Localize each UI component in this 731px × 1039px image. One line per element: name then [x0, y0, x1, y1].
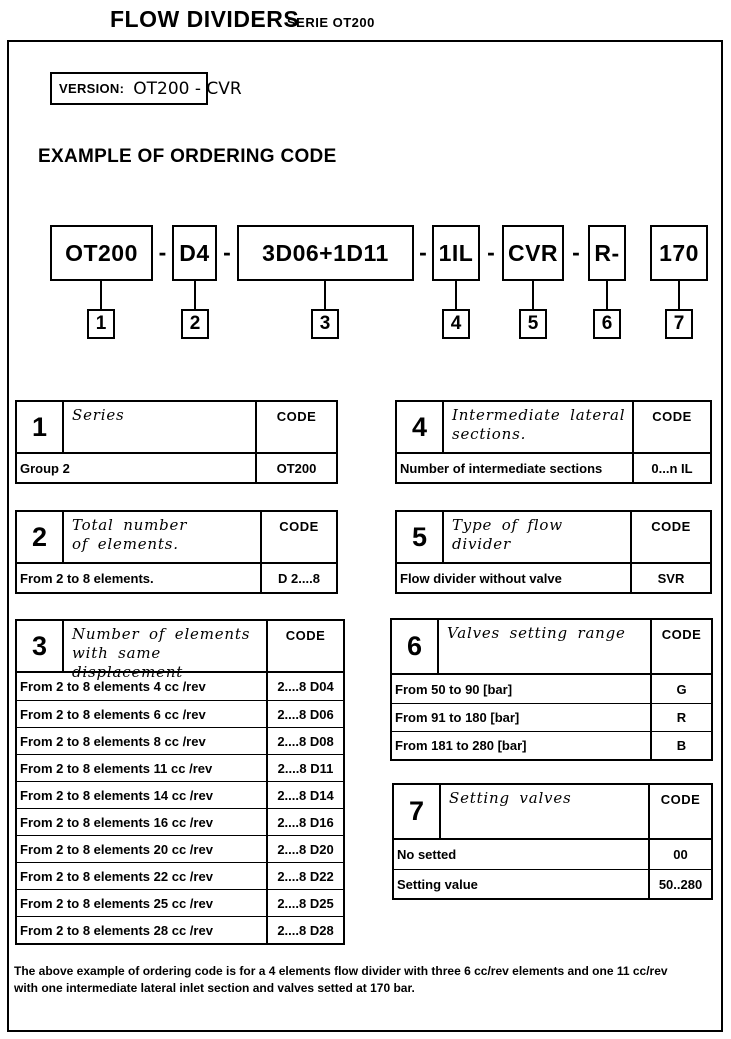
table-title: Series	[72, 406, 125, 424]
row-code: R	[650, 704, 711, 731]
row-label: Setting value	[397, 876, 478, 892]
segment-number-2: 2	[181, 309, 209, 339]
table-number: 6	[392, 620, 439, 673]
table-row	[392, 675, 711, 703]
code-segment-type: CVR	[502, 225, 564, 281]
code-separator: -	[572, 239, 580, 265]
code-column-header: CODE	[632, 402, 710, 452]
table-row	[17, 835, 343, 862]
connector-line	[455, 281, 457, 309]
row-label: From 2 to 8 elements 8 cc /rev	[20, 733, 206, 749]
row-code: 2....8 D20	[266, 836, 343, 862]
row-code: 2....8 D14	[266, 782, 343, 808]
table-header	[394, 785, 711, 840]
connector-line	[606, 281, 608, 309]
row-code: 2....8 D11	[266, 755, 343, 781]
table-divider-type	[395, 510, 712, 594]
row-code: SVR	[630, 564, 710, 592]
table-row	[392, 703, 711, 731]
row-label: No setted	[397, 847, 457, 862]
row-label: From 2 to 8 elements 20 cc /rev	[20, 841, 213, 857]
segment-number-7: 7	[665, 309, 693, 339]
code-column-header: CODE	[630, 512, 710, 562]
row-label: From 2 to 8 elements.	[20, 570, 154, 586]
code-separator: -	[223, 239, 231, 265]
code-column-header: CODE	[255, 402, 336, 452]
table-number: 4	[397, 402, 444, 452]
row-code: 0...n IL	[632, 454, 710, 482]
code-separator: -	[158, 239, 167, 265]
table-title: Type of flow divider	[452, 516, 563, 553]
row-code: 2....8 D25	[266, 890, 343, 916]
row-label: From 2 to 8 elements 11 cc /rev	[20, 760, 213, 776]
segment-number-6: 6	[593, 309, 621, 339]
table-row	[17, 862, 343, 889]
code-separator: -	[419, 239, 427, 265]
footnote	[14, 963, 720, 996]
row-code: 50..280	[648, 870, 711, 898]
table-row	[397, 564, 710, 592]
row-label: From 181 to 280 [bar]	[395, 738, 527, 753]
table-header	[397, 402, 710, 454]
row-label: From 50 to 90 [bar]	[395, 681, 513, 697]
table-row	[17, 700, 343, 727]
row-code: 2....8 D06	[266, 701, 343, 727]
table-row	[397, 454, 710, 482]
row-label: Number of intermediate sections	[400, 460, 603, 476]
segment-number-1: 1	[87, 309, 115, 339]
row-code: D 2....8	[260, 564, 336, 592]
row-label: Flow divider without valve	[400, 570, 562, 586]
table-header	[397, 512, 710, 564]
code-segment-series: OT200	[50, 225, 153, 281]
segment-number-4: 4	[442, 309, 470, 339]
code-column-header: CODE	[260, 512, 336, 562]
table-intermediate-sections	[395, 400, 712, 484]
connector-line	[100, 281, 102, 309]
table-row	[17, 754, 343, 781]
table-title: Intermediate lateral sections.	[452, 406, 626, 443]
code-column-header: CODE	[650, 620, 711, 673]
table-row	[394, 869, 711, 898]
table-title: Number of elements with same displacement	[72, 625, 251, 681]
footnote-line-2: with one intermediate lateral inlet section and valves setted at 170 bar.	[14, 980, 415, 995]
version-label: VERSION:	[59, 81, 125, 96]
table-row	[17, 727, 343, 754]
segment-number-5: 5	[519, 309, 547, 339]
table-number: 3	[17, 621, 64, 671]
row-label: From 2 to 8 elements 4 cc /rev	[20, 679, 206, 694]
code-separator: -	[487, 239, 495, 265]
row-code: G	[650, 675, 711, 703]
table-row	[17, 808, 343, 835]
table-number: 5	[397, 512, 444, 562]
row-label: Group 2	[20, 460, 70, 476]
connector-line	[324, 281, 326, 309]
table-header	[17, 402, 336, 454]
table-setting-valves	[392, 783, 713, 900]
table-header	[17, 621, 343, 681]
table-row	[394, 840, 711, 869]
version-value: OT200 - CVR	[133, 78, 242, 99]
code-segment-setting: 170	[650, 225, 708, 281]
row-code: 2....8 D04	[266, 673, 343, 700]
row-label: From 2 to 8 elements 14 cc /rev	[20, 787, 213, 803]
code-segment-intermediate: 1IL	[432, 225, 480, 281]
table-header	[392, 620, 711, 675]
table-row	[392, 731, 711, 759]
table-row	[17, 781, 343, 808]
table-setting-range	[390, 618, 713, 761]
table-displacement	[15, 619, 345, 945]
page-title: FLOW DIVIDERS	[110, 6, 300, 32]
row-label: From 2 to 8 elements 25 cc /rev	[20, 895, 213, 911]
segment-number-3: 3	[311, 309, 339, 339]
connector-line	[678, 281, 680, 309]
table-total-elements	[15, 510, 338, 594]
table-number: 2	[17, 512, 64, 562]
row-code: 00	[648, 840, 711, 869]
row-label: From 2 to 8 elements 22 cc /rev	[20, 868, 213, 884]
table-row	[17, 454, 336, 482]
table-title: Total number of elements.	[72, 516, 188, 553]
series-label: SERIE OT200	[287, 15, 375, 30]
code-column-header: CODE	[266, 621, 343, 671]
row-label: From 2 to 8 elements 16 cc /rev	[20, 814, 213, 830]
row-code: 2....8 D28	[266, 917, 343, 943]
table-row	[17, 889, 343, 916]
code-column-header: CODE	[648, 785, 711, 838]
row-code: 2....8 D22	[266, 863, 343, 889]
version-box	[50, 72, 242, 105]
table-title: Valves setting range	[447, 624, 626, 642]
table-row	[17, 673, 343, 700]
row-code: B	[650, 732, 711, 759]
example-heading: EXAMPLE OF ORDERING CODE	[38, 146, 337, 167]
table-number: 7	[394, 785, 441, 838]
row-label: From 2 to 8 elements 6 cc /rev	[20, 706, 206, 722]
table-title: Setting valves	[449, 789, 572, 807]
row-label: From 91 to 180 [bar]	[395, 710, 520, 725]
table-number: 1	[17, 402, 64, 452]
connector-line	[532, 281, 534, 309]
row-code: 2....8 D16	[266, 809, 343, 835]
table-header	[17, 512, 336, 564]
table-series	[15, 400, 338, 484]
connector-line	[194, 281, 196, 309]
code-segment-elements: D4	[172, 225, 217, 281]
row-code: OT200	[255, 454, 336, 482]
table-row	[17, 564, 336, 592]
code-segment-range: R-	[588, 225, 626, 281]
footnote-line-1: The above example of ordering code is for a 4 elements flow divider with three 6 cc/rev elements and one 11 cc/rev	[14, 964, 668, 978]
row-code: 2....8 D08	[266, 728, 343, 754]
row-label: From 2 to 8 elements 28 cc /rev	[20, 922, 213, 938]
code-segment-displacement: 3D06+1D11	[237, 225, 414, 281]
table-row	[17, 916, 343, 943]
